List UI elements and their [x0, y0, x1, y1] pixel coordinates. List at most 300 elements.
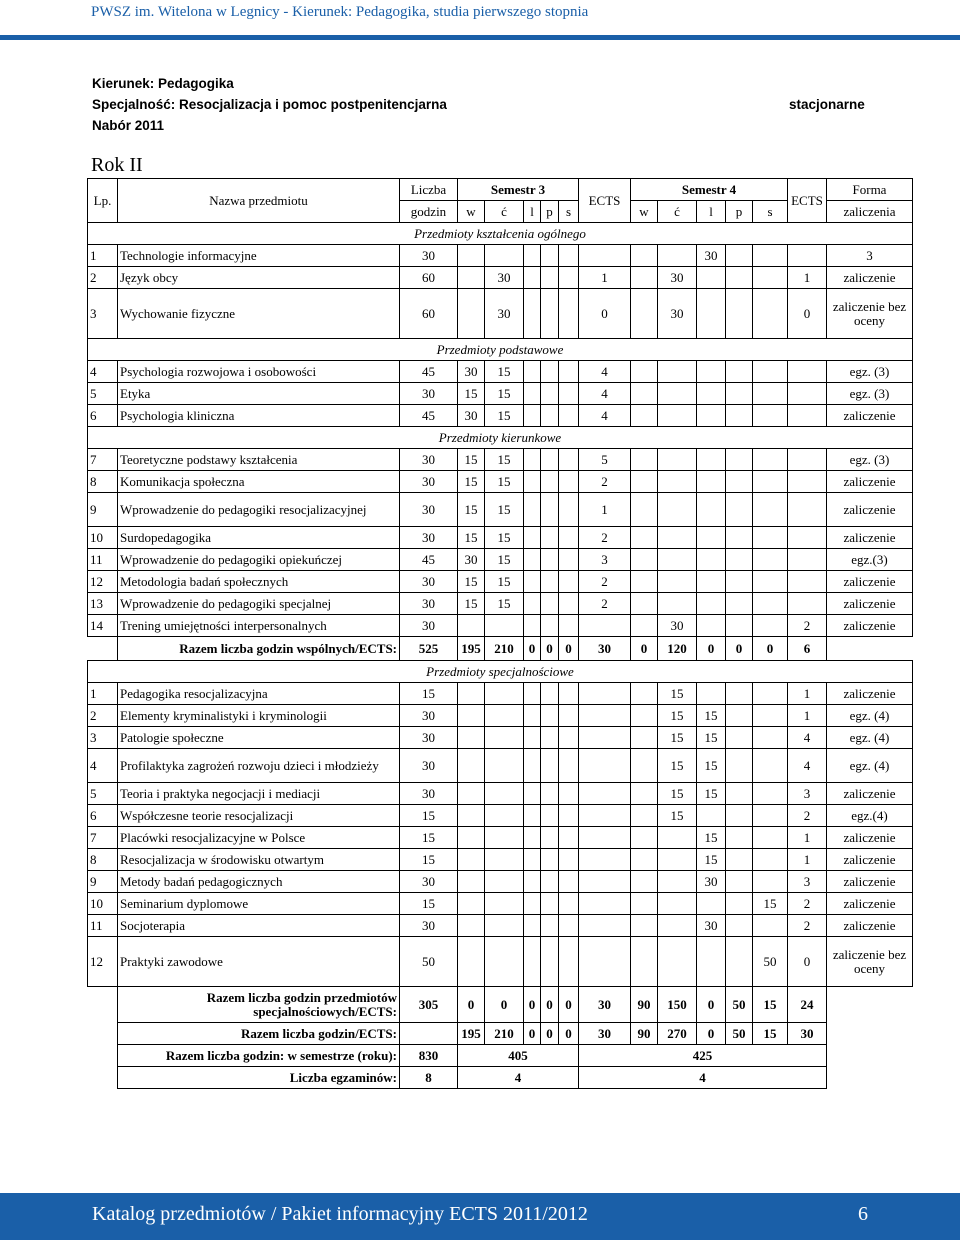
cell-s4-s — [753, 915, 788, 937]
cell-s3-c — [485, 937, 524, 987]
cell-s3-p — [541, 549, 559, 571]
summary-value: 0 — [524, 637, 541, 661]
cell-s3-w — [458, 915, 485, 937]
cell-s4-p — [726, 593, 753, 615]
cell-s3-w: 15 — [458, 527, 485, 549]
cell-s4-c — [658, 245, 697, 267]
cell-hours: 30 — [400, 871, 458, 893]
cell-s3-ects — [579, 705, 631, 727]
cell-s4-s — [753, 849, 788, 871]
cell-course-name: Psychologia kliniczna — [118, 405, 400, 427]
cell-s3-c: 15 — [485, 549, 524, 571]
cell-s4-p — [726, 827, 753, 849]
cell-s4-w — [631, 805, 658, 827]
cell-s4-c — [658, 449, 697, 471]
cell-hours: 60 — [400, 289, 458, 339]
cell-s3-w: 15 — [458, 493, 485, 527]
cell-lp: 5 — [88, 383, 118, 405]
cell-s3-s — [559, 871, 579, 893]
cell-s4-p — [726, 871, 753, 893]
cell-s4-w — [631, 571, 658, 593]
cell-s4-ects — [788, 361, 827, 383]
cell-course-name: Socjoterapia — [118, 915, 400, 937]
cell-lp: 12 — [88, 937, 118, 987]
cell-s3-s — [559, 245, 579, 267]
cell-s3-l — [524, 383, 541, 405]
table-row — [88, 289, 913, 339]
cell-s4-p — [726, 549, 753, 571]
cell-lp: 8 — [88, 471, 118, 493]
cell-s3-c — [485, 727, 524, 749]
cell-s3-ects — [579, 727, 631, 749]
cell-s4-w — [631, 493, 658, 527]
cell-s4-w — [631, 849, 658, 871]
cell-s4-w — [631, 289, 658, 339]
cell-s4-p — [726, 289, 753, 339]
cell-s3-w — [458, 937, 485, 987]
cell-s3-c: 15 — [485, 405, 524, 427]
cell-s4-c — [658, 527, 697, 549]
cell-s4-p — [726, 527, 753, 549]
cell-hours: 30 — [400, 593, 458, 615]
table-row — [88, 827, 913, 849]
cell-s3-c — [485, 245, 524, 267]
cell-s4-c: 30 — [658, 615, 697, 637]
table-row — [88, 449, 913, 471]
cell-s4-c — [658, 827, 697, 849]
summary-value: 0 — [559, 1023, 579, 1045]
cell-s4-p — [726, 361, 753, 383]
cell-s4-w — [631, 527, 658, 549]
cell-assessment-form: zaliczenie — [827, 915, 913, 937]
cell-lp: 9 — [88, 871, 118, 893]
cell-s3-s — [559, 805, 579, 827]
cell-s3-l — [524, 705, 541, 727]
summary-value: 15 — [753, 987, 788, 1023]
cell-s4-s — [753, 405, 788, 427]
table-row — [88, 493, 913, 527]
cell-s3-p — [541, 267, 559, 289]
summary-value: 24 — [788, 987, 827, 1023]
cell-s4-p — [726, 783, 753, 805]
cell-s3-ects — [579, 827, 631, 849]
cell-s3-s — [559, 827, 579, 849]
cell-s4-s — [753, 527, 788, 549]
header-liczba: Liczba — [400, 179, 458, 201]
cell-s4-ects — [788, 593, 827, 615]
cell-s3-ects — [579, 683, 631, 705]
cell-assessment-form: zaliczenie — [827, 893, 913, 915]
cell-course-name: Wychowanie fizyczne — [118, 289, 400, 339]
cell-lp: 6 — [88, 405, 118, 427]
cell-s3-s — [559, 683, 579, 705]
cell-s4-s: 50 — [753, 937, 788, 987]
cell-hours: 30 — [400, 527, 458, 549]
cell-s4-p — [726, 915, 753, 937]
cell-s3-ects — [579, 783, 631, 805]
cell-s3-s — [559, 471, 579, 493]
summary-value: 90 — [631, 987, 658, 1023]
cell-s3-p — [541, 727, 559, 749]
cell-s4-w — [631, 615, 658, 637]
cell-s4-w — [631, 361, 658, 383]
cell-s3-w — [458, 783, 485, 805]
cell-s4-s — [753, 471, 788, 493]
cell-s4-l: 15 — [697, 827, 726, 849]
cell-s3-l — [524, 361, 541, 383]
cell-course-name: Komunikacja społeczna — [118, 471, 400, 493]
cell-lp: 11 — [88, 549, 118, 571]
cell-s4-s — [753, 493, 788, 527]
cell-s4-ects: 4 — [788, 727, 827, 749]
summary-value: 270 — [658, 1023, 697, 1045]
cell-assessment-form: egz.(3) — [827, 549, 913, 571]
cell-course-name: Etyka — [118, 383, 400, 405]
cell-s3-w — [458, 849, 485, 871]
cell-s3-l — [524, 593, 541, 615]
cell-hours: 30 — [400, 493, 458, 527]
summary-value: 50 — [726, 1023, 753, 1045]
cell-s3-ects: 4 — [579, 361, 631, 383]
cell-s4-ects — [788, 245, 827, 267]
cell-s4-p — [726, 705, 753, 727]
table-row — [88, 245, 913, 267]
summary-value: 425 — [579, 1045, 827, 1067]
cell-s4-ects: 3 — [788, 783, 827, 805]
cell-lp: 2 — [88, 267, 118, 289]
table-row — [88, 593, 913, 615]
summary-value: 0 — [524, 1023, 541, 1045]
cell-s3-l — [524, 449, 541, 471]
header-ects-4: ECTS — [788, 179, 827, 223]
cell-s4-l — [697, 593, 726, 615]
cell-lp: 3 — [88, 289, 118, 339]
cell-assessment-form: zaliczenie — [827, 527, 913, 549]
cell-s4-c — [658, 471, 697, 493]
cell-s3-ects — [579, 245, 631, 267]
cell-s4-p — [726, 449, 753, 471]
cell-s4-c: 15 — [658, 683, 697, 705]
cell-s4-l — [697, 267, 726, 289]
cell-s3-s — [559, 705, 579, 727]
top-bar-rule — [0, 35, 960, 40]
cell-course-name: Teoria i praktyka negocjacji i mediacji — [118, 783, 400, 805]
cell-s3-l — [524, 783, 541, 805]
cell-hours: 30 — [400, 615, 458, 637]
cell-s4-l — [697, 449, 726, 471]
cell-s4-s — [753, 593, 788, 615]
cell-s4-ects: 4 — [788, 749, 827, 783]
cell-lp: 7 — [88, 449, 118, 471]
cell-s3-ects: 4 — [579, 383, 631, 405]
curriculum-table — [87, 178, 913, 1089]
header-s: s — [559, 201, 579, 223]
cell-s4-ects: 2 — [788, 615, 827, 637]
table-row — [88, 571, 913, 593]
cell-course-name: Wprowadzenie do pedagogiki opiekuńczej — [118, 549, 400, 571]
summary-value: 30 — [788, 1023, 827, 1045]
summary-value: 525 — [400, 637, 458, 661]
cell-assessment-form: egz. (3) — [827, 449, 913, 471]
header-semester-4: Semestr 4 — [631, 179, 788, 201]
cell-s3-ects — [579, 849, 631, 871]
cell-s3-ects — [579, 871, 631, 893]
summary-row — [88, 1067, 913, 1089]
summary-label: Razem liczba godzin wspólnych/ECTS: — [118, 637, 400, 661]
cell-s3-p — [541, 571, 559, 593]
page-number: 6 — [858, 1203, 868, 1225]
header-c: ć — [485, 201, 524, 223]
cell-s3-ects — [579, 749, 631, 783]
cell-s3-ects: 3 — [579, 549, 631, 571]
cell-s4-l: 30 — [697, 245, 726, 267]
section-row — [88, 661, 913, 683]
cell-s3-c — [485, 893, 524, 915]
cell-s4-c: 15 — [658, 705, 697, 727]
cell-s3-w — [458, 615, 485, 637]
header-semester-3: Semestr 3 — [458, 179, 579, 201]
cell-s3-p — [541, 683, 559, 705]
cell-course-name: Praktyki zawodowe — [118, 937, 400, 987]
cell-s4-l — [697, 549, 726, 571]
cell-s4-s — [753, 289, 788, 339]
summary-value: 4 — [458, 1067, 579, 1089]
cell-s4-l — [697, 405, 726, 427]
cell-s3-s — [559, 449, 579, 471]
header-l: l — [697, 201, 726, 223]
table-row — [88, 615, 913, 637]
summary-value: 0 — [697, 987, 726, 1023]
cell-s3-c: 15 — [485, 383, 524, 405]
summary-row — [88, 637, 913, 661]
section-heading: Przedmioty kształcenia ogólnego — [88, 223, 913, 245]
header-w: w — [631, 201, 658, 223]
cell-s4-ects — [788, 471, 827, 493]
cell-s4-l: 15 — [697, 849, 726, 871]
cell-s3-w — [458, 893, 485, 915]
cell-s4-p — [726, 493, 753, 527]
header-zaliczenia: zaliczenia — [827, 201, 913, 223]
cell-lp: 1 — [88, 245, 118, 267]
cell-s4-c — [658, 361, 697, 383]
cell-course-name: Patologie społeczne — [118, 727, 400, 749]
cell-s3-c — [485, 827, 524, 849]
cell-s3-c — [485, 615, 524, 637]
cell-s4-s — [753, 245, 788, 267]
cell-course-name: Język obcy — [118, 267, 400, 289]
cell-assessment-form: egz. (3) — [827, 361, 913, 383]
cell-s4-ects: 0 — [788, 937, 827, 987]
summary-value: 0 — [524, 987, 541, 1023]
cell-s3-c — [485, 871, 524, 893]
cell-s3-s — [559, 527, 579, 549]
cell-lp: 2 — [88, 705, 118, 727]
cell-s3-p — [541, 827, 559, 849]
summary-value: 210 — [485, 637, 524, 661]
cell-s3-w: 30 — [458, 549, 485, 571]
cell-s4-c: 30 — [658, 289, 697, 339]
cell-assessment-form: zaliczenie — [827, 871, 913, 893]
cell-s3-s — [559, 727, 579, 749]
cell-lp: 10 — [88, 893, 118, 915]
cell-s4-s — [753, 871, 788, 893]
cell-s4-ects: 1 — [788, 827, 827, 849]
cell-s4-w — [631, 937, 658, 987]
cell-s4-ects: 2 — [788, 915, 827, 937]
cell-assessment-form: zaliczenie — [827, 471, 913, 493]
cell-s4-p — [726, 683, 753, 705]
cell-s3-c: 15 — [485, 571, 524, 593]
cell-assessment-form: egz. (4) — [827, 749, 913, 783]
cell-s3-ects — [579, 805, 631, 827]
cell-s3-ects: 1 — [579, 493, 631, 527]
cell-hours: 15 — [400, 683, 458, 705]
cell-s4-l — [697, 289, 726, 339]
cell-s4-p — [726, 405, 753, 427]
section-heading: Przedmioty kierunkowe — [88, 427, 913, 449]
cell-s4-w — [631, 245, 658, 267]
summary-value: 0 — [541, 637, 559, 661]
section-row — [88, 427, 913, 449]
cell-s3-s — [559, 749, 579, 783]
specialization: Specjalność: Resocjalizacja i pomoc postpenitencjarna — [92, 97, 447, 112]
header-l: l — [524, 201, 541, 223]
cell-s3-l — [524, 493, 541, 527]
cell-s4-p — [726, 937, 753, 987]
cell-s4-l — [697, 683, 726, 705]
cell-s4-w — [631, 449, 658, 471]
summary-value: 305 — [400, 987, 458, 1023]
cell-s3-p — [541, 361, 559, 383]
summary-value: 8 — [400, 1067, 458, 1089]
cell-s4-p — [726, 615, 753, 637]
cell-course-name: Współczesne teorie resocjalizacji — [118, 805, 400, 827]
cell-s3-p — [541, 915, 559, 937]
cell-s4-w — [631, 827, 658, 849]
cell-s3-p — [541, 449, 559, 471]
cell-s3-l — [524, 289, 541, 339]
cell-s4-l — [697, 361, 726, 383]
cell-course-name: Trening umiejętności interpersonalnych — [118, 615, 400, 637]
cell-s3-w: 15 — [458, 471, 485, 493]
cell-s3-p — [541, 749, 559, 783]
cell-s3-c: 15 — [485, 361, 524, 383]
cell-s4-s — [753, 749, 788, 783]
summary-value: 150 — [658, 987, 697, 1023]
cell-lp: 10 — [88, 527, 118, 549]
cell-s3-ects: 2 — [579, 593, 631, 615]
cell-s4-w — [631, 871, 658, 893]
cell-s3-p — [541, 527, 559, 549]
cell-hours: 30 — [400, 245, 458, 267]
summary-value: 120 — [658, 637, 697, 661]
cell-s4-c: 15 — [658, 805, 697, 827]
summary-row — [88, 1045, 913, 1067]
cell-s4-ects: 1 — [788, 683, 827, 705]
cell-s4-s — [753, 827, 788, 849]
cell-course-name: Elementy kryminalistyki i kryminologii — [118, 705, 400, 727]
cell-s3-w — [458, 827, 485, 849]
summary-value: 6 — [788, 637, 827, 661]
cell-s4-w — [631, 405, 658, 427]
cell-s3-l — [524, 827, 541, 849]
cell-s3-c — [485, 849, 524, 871]
cell-hours: 30 — [400, 915, 458, 937]
cell-course-name: Wprowadzenie do pedagogiki resocjalizacyjnej — [118, 493, 400, 527]
cell-s4-ects — [788, 493, 827, 527]
cell-s4-s: 15 — [753, 893, 788, 915]
summary-value: 195 — [458, 637, 485, 661]
summary-value: 0 — [559, 637, 579, 661]
summary-value: 0 — [697, 1023, 726, 1045]
cell-s3-l — [524, 749, 541, 783]
cell-assessment-form: 3 — [827, 245, 913, 267]
cell-s3-c: 30 — [485, 289, 524, 339]
cell-hours: 30 — [400, 705, 458, 727]
summary-label: Razem liczba godzin: w semestrze (roku): — [118, 1045, 400, 1067]
section-heading: Przedmioty specjalnościowe — [88, 661, 913, 683]
cell-s4-l — [697, 893, 726, 915]
cell-s4-l — [697, 527, 726, 549]
section-heading: Przedmioty podstawowe — [88, 339, 913, 361]
cell-s3-s — [559, 571, 579, 593]
cell-s4-ects — [788, 527, 827, 549]
cell-s4-l: 30 — [697, 915, 726, 937]
table-row — [88, 893, 913, 915]
cell-s4-p — [726, 471, 753, 493]
cell-s3-w: 15 — [458, 449, 485, 471]
cell-s4-c — [658, 849, 697, 871]
table-row — [88, 383, 913, 405]
cell-s4-c: 30 — [658, 267, 697, 289]
cell-s4-c: 15 — [658, 749, 697, 783]
cell-s4-l: 15 — [697, 749, 726, 783]
cell-s3-ects: 2 — [579, 527, 631, 549]
cell-s3-p — [541, 245, 559, 267]
cell-s4-p — [726, 749, 753, 783]
cell-s3-s — [559, 593, 579, 615]
cell-s4-s — [753, 615, 788, 637]
cell-s3-s — [559, 267, 579, 289]
cell-lp: 13 — [88, 593, 118, 615]
cell-assessment-form: zaliczenie — [827, 827, 913, 849]
cell-s4-w — [631, 267, 658, 289]
cell-s3-c — [485, 805, 524, 827]
summary-value: 30 — [579, 637, 631, 661]
summary-value: 0 — [697, 637, 726, 661]
cell-s3-s — [559, 893, 579, 915]
cell-s4-c: 15 — [658, 727, 697, 749]
table-row — [88, 471, 913, 493]
cell-s3-w — [458, 805, 485, 827]
cell-s4-ects: 1 — [788, 849, 827, 871]
cell-s3-l — [524, 571, 541, 593]
cell-s4-p — [726, 727, 753, 749]
cell-s4-l — [697, 615, 726, 637]
cell-s4-l — [697, 805, 726, 827]
cell-s4-s — [753, 783, 788, 805]
cell-hours: 15 — [400, 805, 458, 827]
summary-value: 0 — [559, 987, 579, 1023]
cell-course-name: Seminarium dyplomowe — [118, 893, 400, 915]
cell-lp: 5 — [88, 783, 118, 805]
field-of-study: Kierunek: Pedagogika — [92, 76, 234, 91]
cell-s3-l — [524, 893, 541, 915]
cell-course-name: Teoretyczne podstawy kształcenia — [118, 449, 400, 471]
cell-s4-s — [753, 727, 788, 749]
cell-s3-p — [541, 705, 559, 727]
cell-s4-l — [697, 937, 726, 987]
